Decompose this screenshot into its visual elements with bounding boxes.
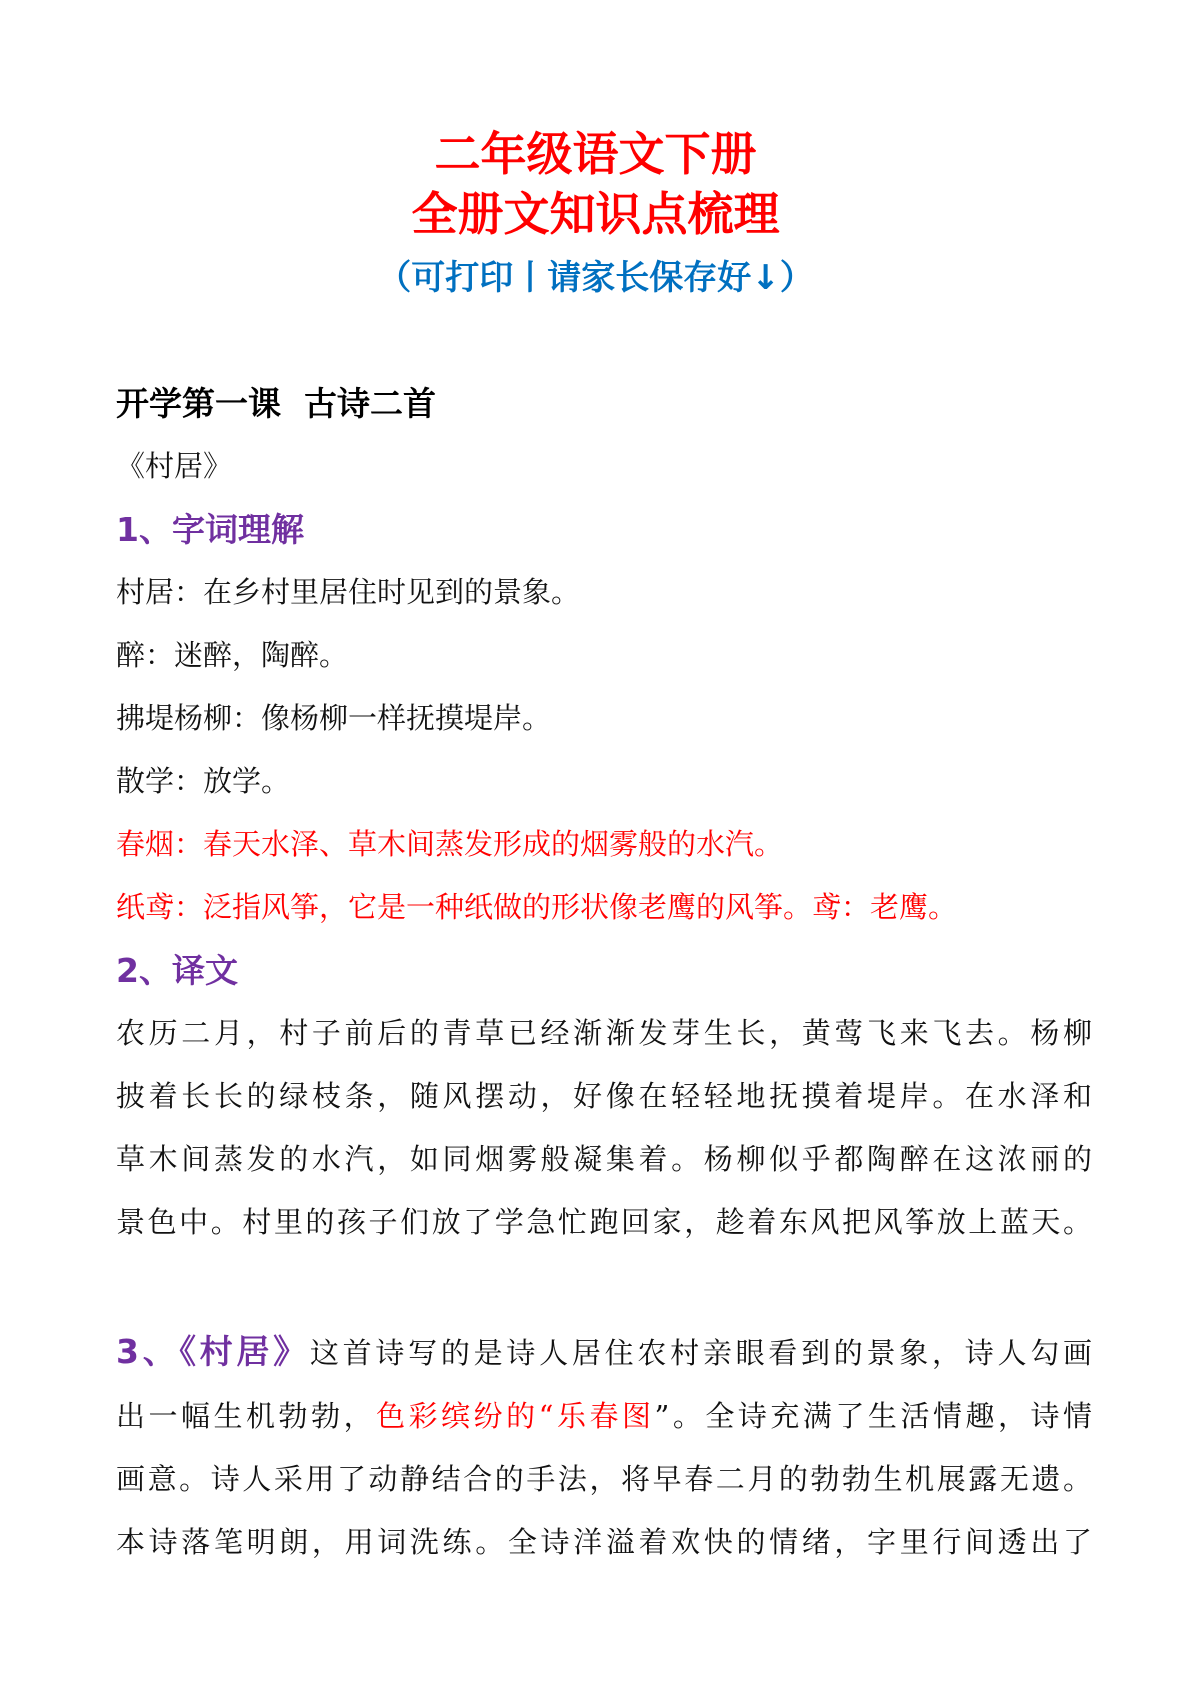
vocab-item: 村居：在乡村里居住时见到的景象。 xyxy=(116,575,581,609)
paragraph-line: 农历二月，村子前后的青草已经渐渐发芽生长，黄莺飞来飞去。杨柳 xyxy=(116,1016,1092,1050)
translation-paragraph xyxy=(116,1002,1092,1254)
lesson-heading: 开学第一课 古诗二首 xyxy=(116,384,436,423)
analysis-paragraph xyxy=(116,1320,1092,1574)
vocab-item: 散学：放学。 xyxy=(116,764,291,798)
paragraph-text: 出一幅生机勃勃， xyxy=(116,1399,377,1433)
paragraph-line xyxy=(116,1385,1092,1448)
section-heading: 3、《村居》 xyxy=(116,1332,310,1371)
paragraph-line: 本诗落笔明朗，用词洗练。全诗洋溢着欢快的情绪，字里行间透出了 xyxy=(116,1525,1092,1559)
vocab-item-highlight: 春烟：春天水泽、草木间蒸发形成的烟雾般的水汽。 xyxy=(116,827,784,861)
section-heading: 2、译文 xyxy=(116,951,238,990)
paragraph-text: ”。全诗充满了生活情趣，诗情 xyxy=(654,1399,1092,1433)
document-title: 二年级语文下册 xyxy=(434,127,757,181)
section-heading: 1、字词理解 xyxy=(116,510,304,549)
paragraph-line xyxy=(116,1320,1092,1385)
vocab-item: 拂堤杨柳：像杨柳一样抚摸堤岸。 xyxy=(116,701,552,735)
paragraph-line: 画意。诗人采用了动静结合的手法，将早春二月的勃勃生机展露无遗。 xyxy=(116,1462,1092,1496)
document-body xyxy=(116,372,1092,1574)
paragraph-line: 披着长长的绿枝条，随风摆动，好像在轻轻地抚摸着堤岸。在水泽和 xyxy=(116,1079,1092,1113)
poem-title: 《村居》 xyxy=(116,449,233,483)
vocab-item-highlight: 纸鸢：泛指风筝，它是一种纸做的形状像老鹰的风筝。鸢：老鹰。 xyxy=(116,890,958,924)
paragraph-line: 景色中。村里的孩子们放了学急忙跑回家，趁着东风把风筝放上蓝天。 xyxy=(116,1205,1092,1239)
paragraph-line: 草木间蒸发的水汽，如同烟雾般凝集着。杨柳似乎都陶醉在这浓丽的 xyxy=(116,1142,1092,1176)
vocab-item: 醉：迷醉，陶醉。 xyxy=(116,638,349,672)
paragraph-text: 这首诗写的是诗人居住农村亲眼看到的景象，诗人勾画 xyxy=(309,1336,1092,1370)
document-subtitle: （可打印丨请家长保存好↓） xyxy=(377,258,814,298)
document-title-line2: 全册文知识点梳理 xyxy=(411,187,780,241)
highlight-text: 色彩缤纷的“乐春图 xyxy=(376,1399,655,1433)
